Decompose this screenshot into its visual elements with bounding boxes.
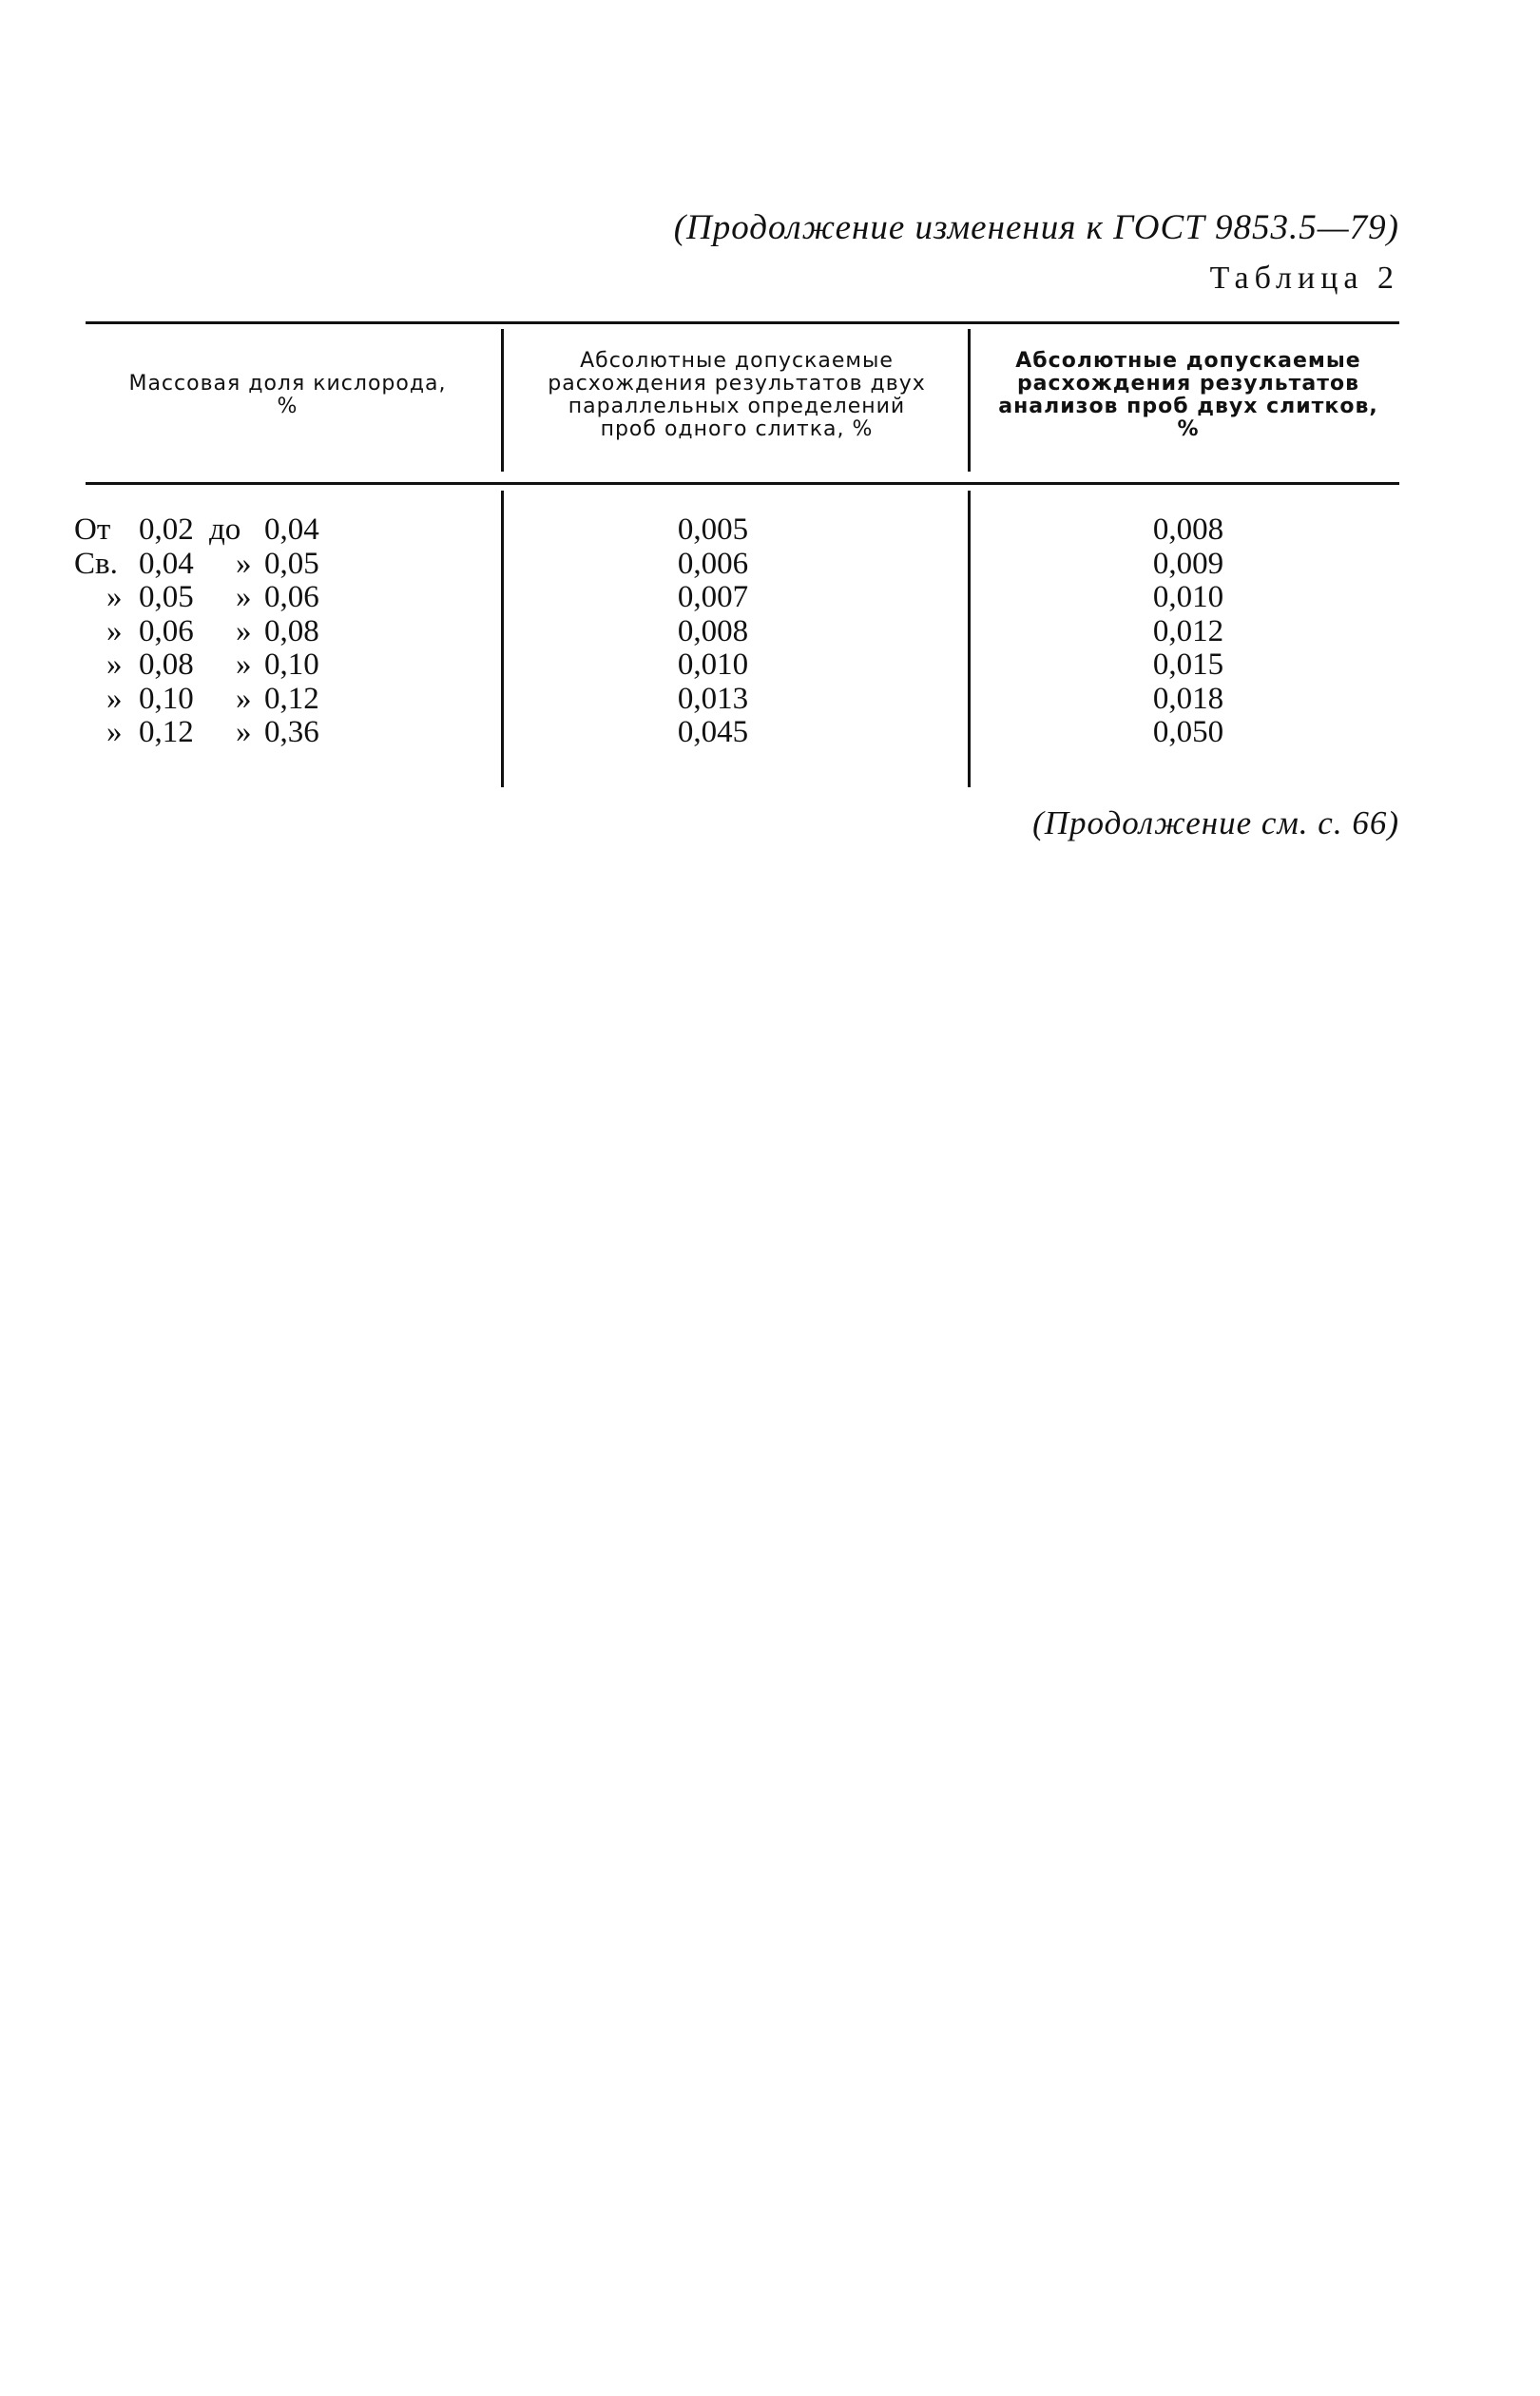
column-header-parallel-determinations: Абсолютные допускаемые расхождения результатов двух параллельных определений проб одного слитка, % bbox=[548, 349, 926, 441]
table-top-rule bbox=[86, 321, 1399, 324]
table-cell: 0,012 bbox=[1152, 613, 1224, 648]
continuation-header: (Продолжение изменения к ГОСТ 9853.5—79) bbox=[673, 208, 1399, 247]
table-cell: 0,018 bbox=[1152, 681, 1224, 716]
header-divider-2 bbox=[968, 329, 971, 472]
column-header-oxygen-fraction: Массовая доля кислорода, % bbox=[128, 372, 447, 418]
oxygen-range-column bbox=[74, 513, 492, 750]
body-divider-1 bbox=[501, 491, 504, 787]
table-cell: 0,008 bbox=[677, 613, 749, 648]
table-cell: 0,007 bbox=[677, 580, 749, 614]
table-label: Таблица 2 bbox=[1209, 261, 1399, 296]
table-cell: 0,013 bbox=[677, 681, 749, 716]
header-divider-1 bbox=[501, 329, 504, 472]
table-cell: 0,045 bbox=[677, 715, 749, 749]
continuation-footer: (Продолжение см. с. 66) bbox=[1032, 804, 1399, 841]
table-cell: 0,010 bbox=[677, 647, 749, 682]
table-cell: 0,050 bbox=[1152, 715, 1224, 749]
parallel-determinations-column bbox=[570, 513, 856, 750]
table-row: Св. 0,04 » 0,05 bbox=[74, 546, 319, 581]
table-cell: 0,010 bbox=[1152, 580, 1224, 614]
table-header-rule bbox=[86, 482, 1399, 485]
table-cell: 0,005 bbox=[677, 512, 749, 547]
table-row: От 0,02 до 0,04 bbox=[74, 512, 319, 547]
table-row: » 0,05 » 0,06 bbox=[106, 580, 319, 614]
table-row: » 0,12 » 0,36 bbox=[106, 715, 319, 749]
table-cell: 0,006 bbox=[677, 546, 749, 581]
table-row: » 0,06 » 0,08 bbox=[106, 613, 319, 648]
table-row: » 0,10 » 0,12 bbox=[106, 681, 319, 716]
table-cell: 0,015 bbox=[1152, 647, 1224, 682]
column-header-two-ingots: Абсолютные допускаемые расхождения результатов анализов проб двух слитков, % bbox=[998, 349, 1378, 441]
two-ingots-column bbox=[1036, 513, 1340, 750]
table-cell: 0,009 bbox=[1152, 546, 1224, 581]
table-cell: 0,008 bbox=[1152, 512, 1224, 547]
table-row: » 0,08 » 0,10 bbox=[106, 647, 319, 682]
body-divider-2 bbox=[968, 491, 971, 787]
